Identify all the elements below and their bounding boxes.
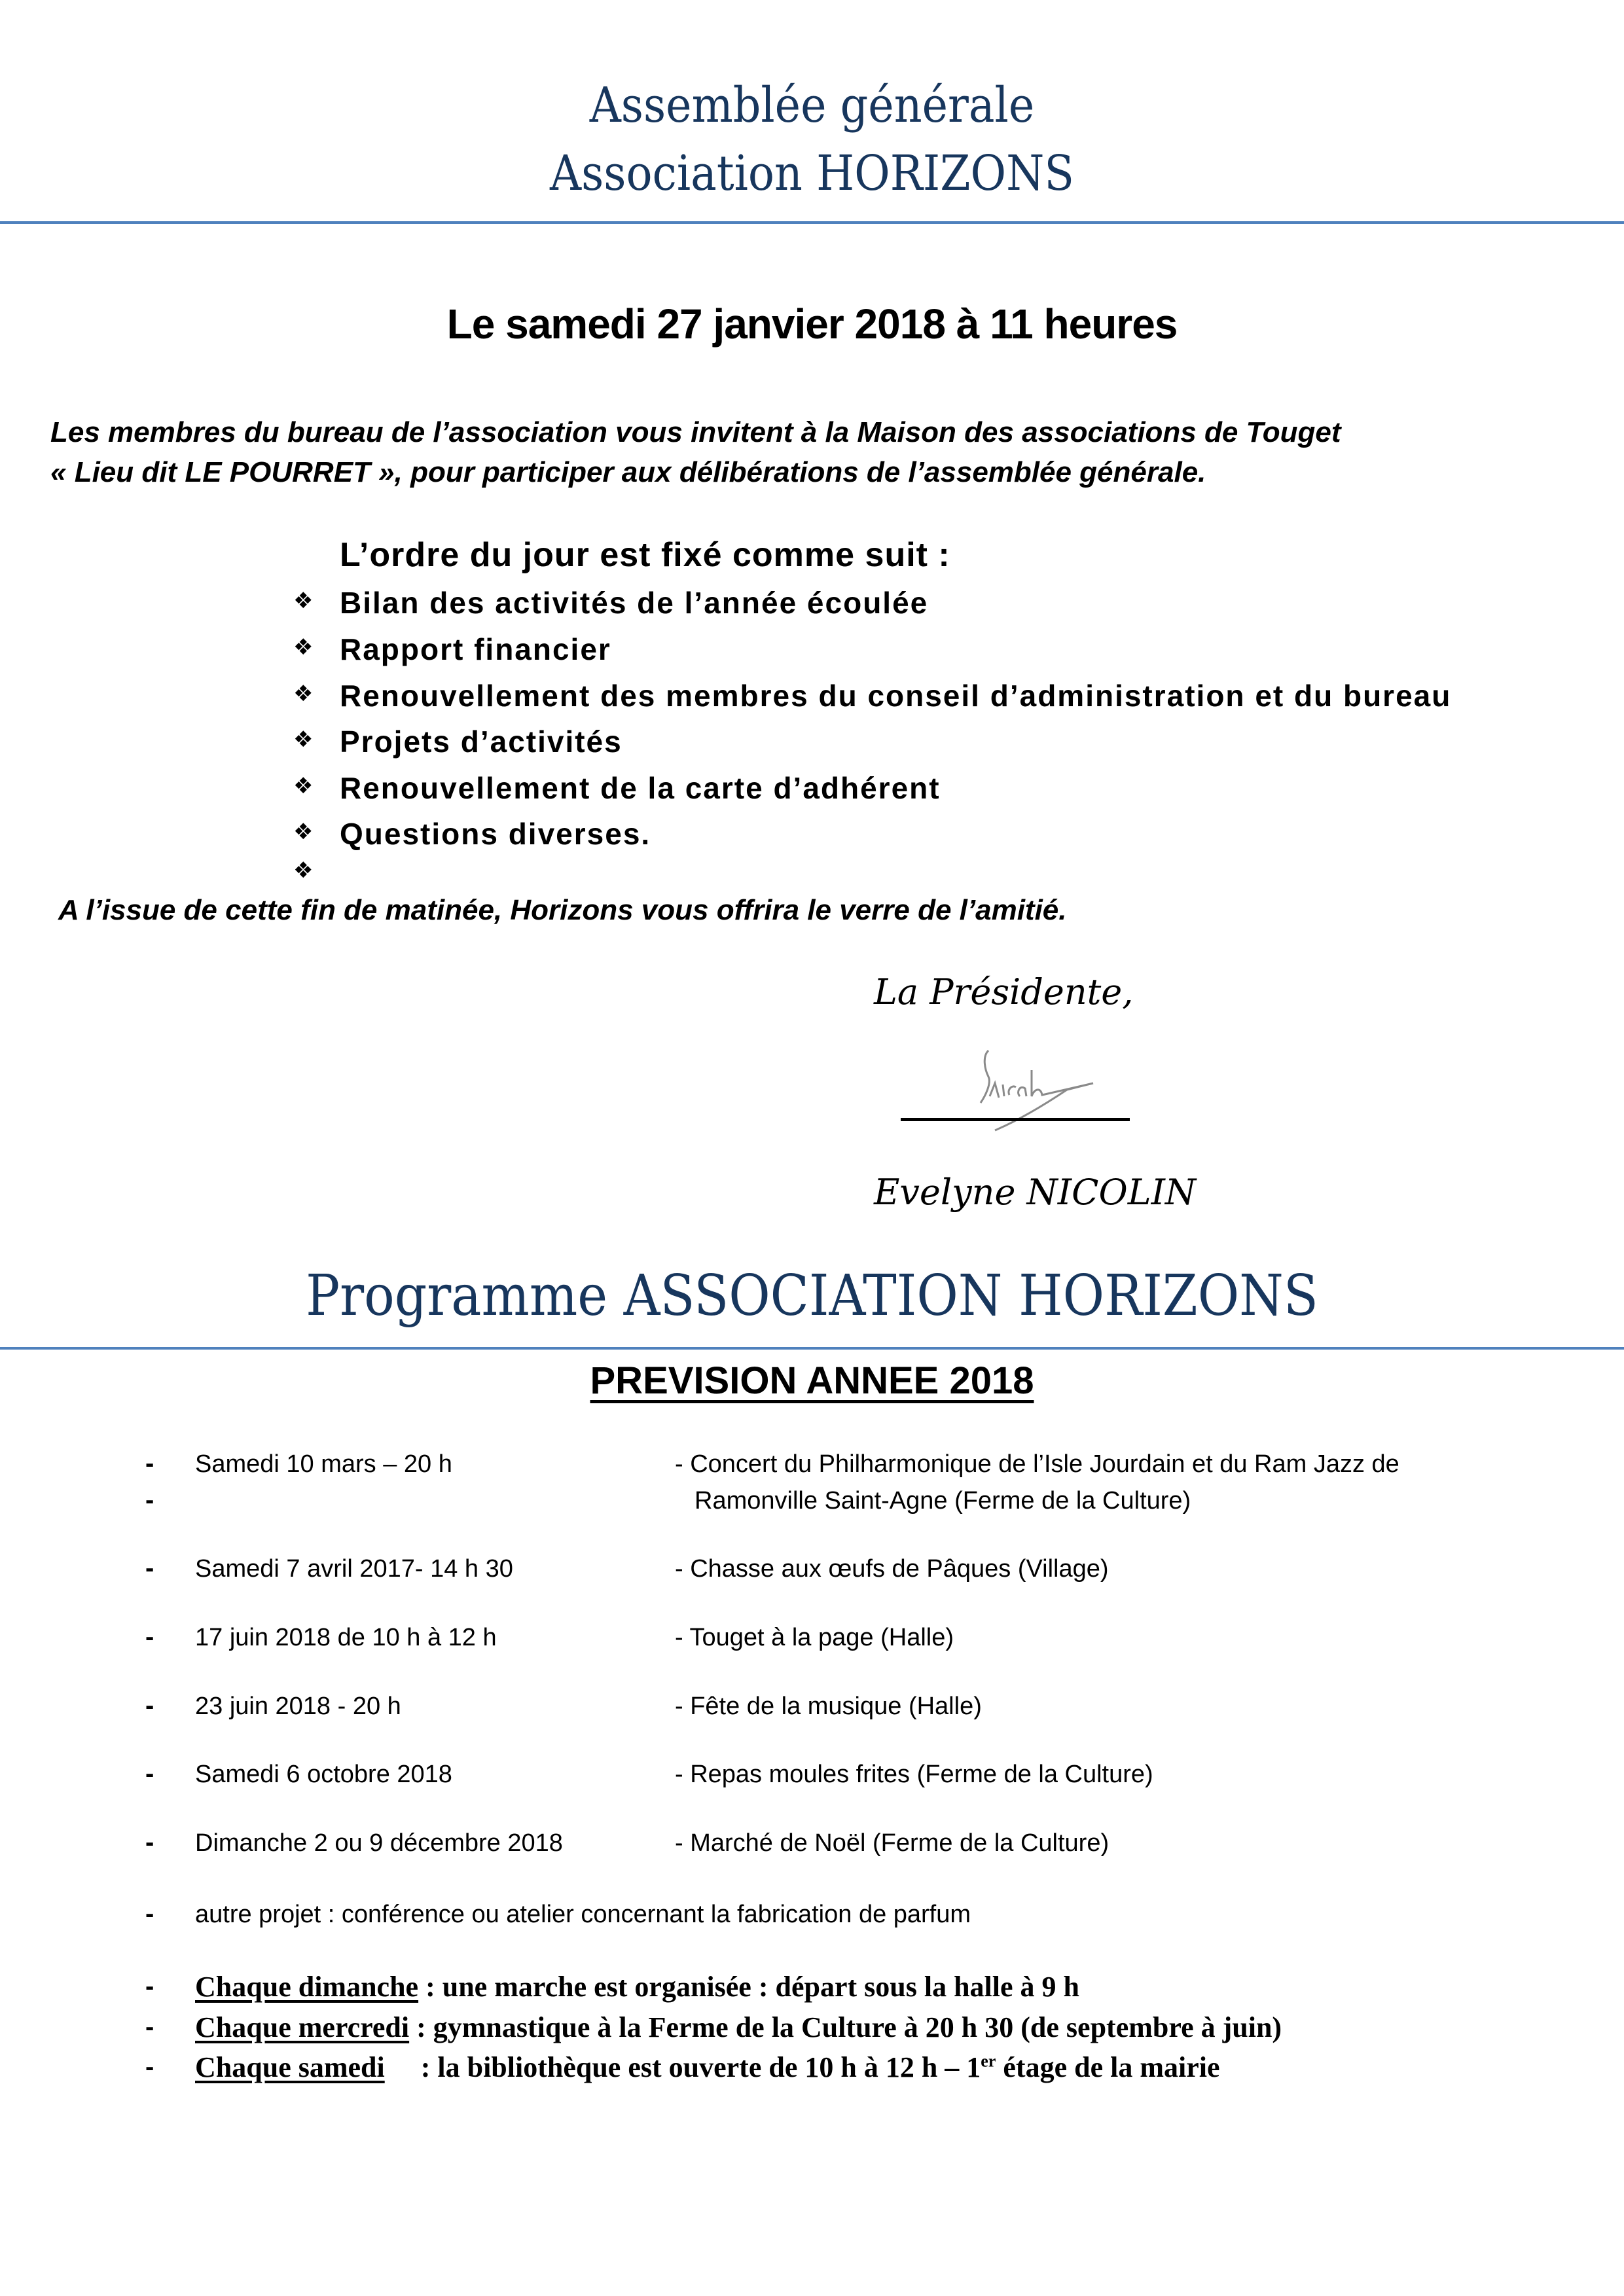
recurring-text-after: étage de la mairie (996, 2051, 1220, 2083)
event-description: - Concert du Philharmonique de l’Isle Jourdain et du Ram Jazz de (675, 1450, 1399, 1478)
programme-subtitle (0, 1359, 1624, 1403)
signatory-name: Evelyne NICOLIN (874, 1172, 1197, 1213)
diamond-bullet-icon: ❖ (293, 726, 314, 753)
agenda-item: Rapport financier (340, 632, 611, 666)
dash-bullet: - (145, 1691, 154, 1720)
agenda-item: Bilan des activités de l’année écoulée (340, 586, 929, 620)
dash-bullet: - (145, 1486, 154, 1515)
dash-bullet: - (145, 1759, 154, 1788)
event-description: - Repas moules frites (Ferme de la Culture) (675, 1761, 1153, 1788)
diamond-bullet-icon: ❖ (293, 819, 314, 845)
recurring-item (195, 1970, 1079, 2003)
dash-bullet: - (145, 1899, 154, 1928)
dash-bullet: - (145, 2053, 154, 2081)
dash-bullet: - (145, 1449, 154, 1478)
diamond-bullet-icon: ❖ (293, 773, 314, 799)
meeting-date-heading: Le samedi 27 janvier 2018 à 11 heures (446, 300, 1178, 348)
agenda-item: Renouvellement des membres du conseil d’administration et du bureau (340, 679, 1452, 713)
intro-line-2: « Lieu dit LE POURRET », pour participer aux délibérations de l’assemblée générale. (50, 456, 1206, 488)
recurring-item (195, 2051, 1220, 2084)
other-project: autre projet : conférence ou atelier concernant la fabrication de parfum (195, 1901, 971, 1928)
dash-bullet: - (145, 2013, 154, 2041)
programme-subtitle-text: PREVISION ANNEE 2018 (590, 1359, 1034, 1402)
recurring-label: Chaque mercredi (195, 2011, 410, 2043)
recurring-text: : gymnastique à la Ferme de la Culture à 20 h 30 (de septembre à juin) (409, 2011, 1282, 2043)
handwritten-signature (969, 1044, 1113, 1136)
diamond-bullet-icon: ❖ (293, 857, 314, 884)
agenda-heading: L’ordre du jour est fixé comme suit : (340, 536, 950, 574)
event-date: Samedi 6 octobre 2018 (195, 1761, 452, 1788)
recurring-text: : la bibliothèque est ouverte de 10 h à 12 h – 1 (384, 2051, 981, 2083)
diamond-bullet-icon: ❖ (293, 634, 314, 660)
dash-bullet: - (145, 1623, 154, 1651)
event-description: - Marché de Noël (Ferme de la Culture) (675, 1829, 1110, 1857)
signatory-role: La Présidente, (874, 971, 1134, 1013)
recurring-text: : une marche est organisée : départ sous la halle à 9 h (418, 1971, 1079, 2003)
event-description: Ramonville Saint-Agne (Ferme de la Culture) (695, 1487, 1191, 1515)
recurring-label: Chaque dimanche (195, 1971, 419, 2003)
programme-title: Programme ASSOCIATION HORIZONS (306, 1263, 1318, 1329)
event-date: 23 juin 2018 - 20 h (195, 1693, 401, 1720)
agenda-item: Renouvellement de la carte d’adhérent (340, 771, 941, 805)
dash-bullet: - (145, 1554, 154, 1583)
event-description: - Touget à la page (Halle) (675, 1624, 954, 1651)
programme-divider (0, 1347, 1624, 1350)
title-line-2: Association HORIZONS (550, 145, 1074, 202)
title-line-1: Assemblée générale (589, 77, 1035, 134)
agenda-item: Questions diverses. (340, 817, 651, 851)
signature-line (901, 1118, 1130, 1121)
ordinal-suffix: er (981, 2051, 996, 2071)
dash-bullet: - (145, 1828, 154, 1857)
event-date: Dimanche 2 ou 9 décembre 2018 (195, 1829, 563, 1857)
recurring-label: Chaque samedi (195, 2051, 385, 2083)
event-description: - Fête de la musique (Halle) (675, 1693, 982, 1720)
closing-note: A l’issue de cette fin de matinée, Horizons vous offrira le verre de l’amitié. (58, 894, 1067, 926)
event-date: Samedi 10 mars – 20 h (195, 1450, 452, 1478)
recurring-item (195, 2011, 1282, 2044)
event-date: Samedi 7 avril 2017- 14 h 30 (195, 1555, 513, 1583)
agenda-item: Projets d’activités (340, 725, 623, 759)
diamond-bullet-icon: ❖ (293, 588, 314, 614)
diamond-bullet-icon: ❖ (293, 681, 314, 707)
dash-bullet: - (145, 1972, 154, 2001)
event-date: 17 juin 2018 de 10 h à 12 h (195, 1624, 497, 1651)
header-divider (0, 221, 1624, 224)
event-description: - Chasse aux œufs de Pâques (Village) (675, 1555, 1109, 1583)
intro-line-1: Les membres du bureau de l’association vous invitent à la Maison des associations de Touget (50, 416, 1341, 448)
